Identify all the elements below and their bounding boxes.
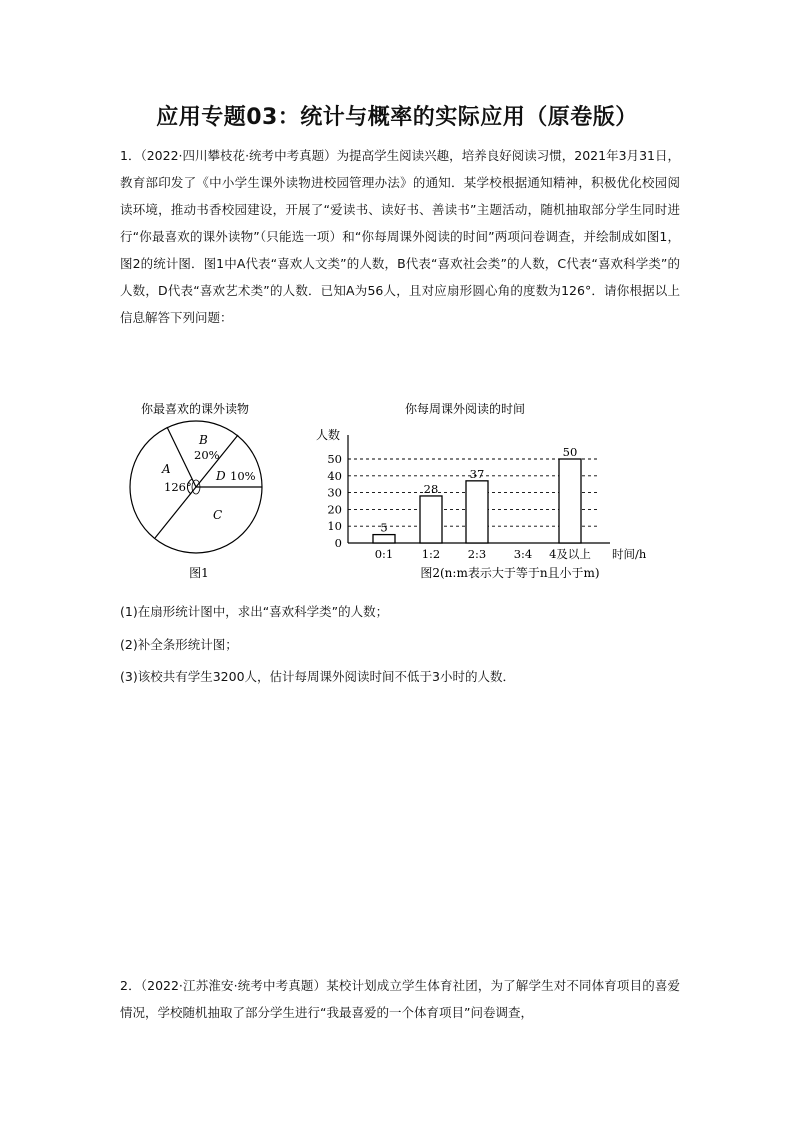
bar-y-tick-label: 10 xyxy=(327,519,342,534)
question-2-text: 2．（2022·江苏淮安·统考中考真题）某校计划成立学生体育社团，为了解学生对不同体育项目的喜爱情况，学校随机抽取了部分学生进行“我最喜爱的一个体育项目”问卷调查， xyxy=(120,978,680,1020)
bar-value-label: 37 xyxy=(469,466,485,481)
bar-y-tick-label: 40 xyxy=(327,468,342,483)
question-1-part-2: (2)补全条形统计图； xyxy=(120,637,238,652)
bar xyxy=(373,535,395,543)
pie-angle-label: 126° xyxy=(164,480,192,494)
page-title: 应用专题03：统计与概率的实际应用（原卷版） xyxy=(156,105,638,130)
pie-value-d: 10% xyxy=(230,469,256,483)
bar-y-tick-label: 50 xyxy=(327,452,342,466)
figures xyxy=(120,395,647,585)
bar-y-tick-label: 20 xyxy=(327,502,342,517)
bar-y-ticks xyxy=(327,452,342,550)
pie-divider-ca xyxy=(155,487,196,538)
bar-bars xyxy=(373,445,581,543)
pie-label-a: A xyxy=(162,462,171,476)
bar xyxy=(466,481,488,543)
pie-label-d: D xyxy=(216,469,226,483)
bar-y-tick-label: 0 xyxy=(334,536,342,550)
bar xyxy=(559,459,581,543)
bar xyxy=(420,496,442,543)
bar-value-label: 28 xyxy=(423,481,439,496)
pie-title: 你最喜欢的课外读物 xyxy=(140,402,250,416)
bar-ylabel: 人数 xyxy=(316,428,341,442)
pie-caption: 图1 xyxy=(189,566,209,580)
pie-value-b: 20% xyxy=(194,448,220,462)
question-1-part-3: (3)该校共有学生3200人，估计每周课外阅读时间不低于3小时的人数． xyxy=(120,669,515,684)
bar-category-label: 1:2 xyxy=(421,547,441,561)
pie-divider-ab xyxy=(167,427,196,487)
bar-y-tick-label: 30 xyxy=(327,485,342,500)
bar-value-label: 50 xyxy=(562,445,578,459)
bar-title: 你每周课外阅读的时间 xyxy=(404,402,526,416)
bar-category-label: 4及以上 xyxy=(549,547,591,561)
question-1-part-1: (1)在扇形统计图中，求出“喜欢科学类”的人数； xyxy=(120,604,389,619)
pie-chart xyxy=(130,421,262,553)
question-1-text: 1．（2022·四川攀枝花·统考中考真题）为提高学生阅读兴趣，培养良好阅读习惯，2021年3月31日，教育部印发了《中小学生课外读物进校园管理办法》的通知．某学校根据通知精神，积极优化校园阅读环境，推动书香校园建设，开展了“爱读书、读好书、善读书”主题活动，随机抽取部分学生同时进行“你最喜欢的课外读物”（只能选一项）和“你每周课外阅读的时间”两项问卷调查，并绘制成如图1，图2的统计图．图1中A代表“喜欢人文类”的人数，B代表“喜欢社会类”的人数，C代表“喜欢科学类”的人数，D代表“喜欢艺术类”的人数．已知A为56人，且对应扇形圆心角的度数为126°．请你根据以上信息解答下列问题： xyxy=(120,148,680,325)
bar-category-label: 2:3 xyxy=(467,547,487,561)
bar-category-label: 3:4 xyxy=(513,547,533,561)
bar-category-label: 0:1 xyxy=(374,547,394,561)
bar-xlabel: 时间/h xyxy=(612,547,647,561)
bar-x-labels xyxy=(375,547,592,561)
pie-label-c: C xyxy=(213,508,223,522)
bar-chart xyxy=(316,427,647,561)
bar-caption: 图2(n:m表示大于等于n且小于m) xyxy=(420,566,600,580)
pie-label-b: B xyxy=(199,433,208,447)
bar-value-label: 5 xyxy=(380,520,388,535)
